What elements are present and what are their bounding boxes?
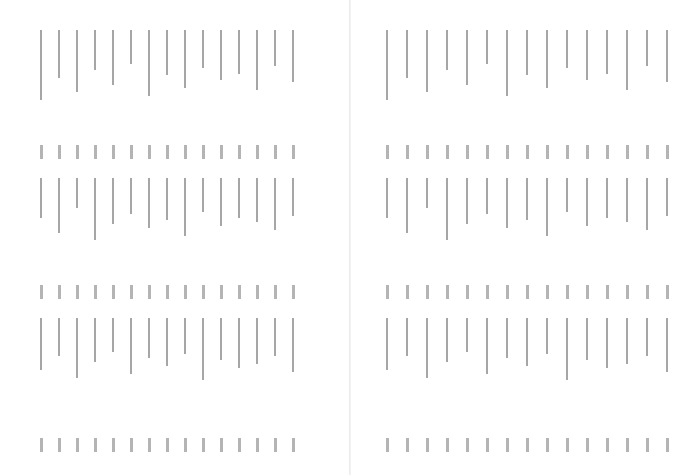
right-entry-stroke bbox=[626, 318, 628, 364]
left-page-number-mark bbox=[292, 285, 295, 299]
right-entry-stroke bbox=[546, 178, 548, 236]
left-entry-stroke bbox=[94, 178, 96, 240]
left-page-number-mark bbox=[112, 285, 115, 299]
left-entry-stroke bbox=[94, 318, 96, 362]
left-page-number-mark bbox=[148, 285, 151, 299]
left-entry-stroke bbox=[40, 30, 42, 100]
left-page-number-mark bbox=[112, 438, 115, 452]
left-entry-stroke bbox=[130, 178, 132, 214]
right-entry-stroke bbox=[486, 178, 488, 214]
left-page bbox=[0, 0, 349, 475]
left-page-number-mark bbox=[256, 285, 259, 299]
right-entry-stroke bbox=[386, 30, 388, 100]
left-entry-stroke bbox=[256, 30, 258, 90]
left-entry-stroke bbox=[256, 318, 258, 364]
left-page-number-mark bbox=[94, 145, 97, 159]
left-entry-stroke bbox=[94, 30, 96, 70]
left-page-number-mark bbox=[76, 285, 79, 299]
right-entry-stroke bbox=[666, 178, 668, 216]
right-page-number-mark bbox=[666, 438, 669, 452]
left-entry-stroke bbox=[58, 178, 60, 233]
right-page-number-mark bbox=[426, 438, 429, 452]
right-entry-stroke bbox=[566, 178, 568, 212]
right-entry-stroke bbox=[546, 30, 548, 88]
left-page-number-mark bbox=[112, 145, 115, 159]
left-entry-stroke bbox=[184, 30, 186, 88]
right-page-number-mark bbox=[386, 438, 389, 452]
right-page-number-mark bbox=[526, 438, 529, 452]
right-entry-stroke bbox=[666, 318, 668, 372]
left-entry-stroke bbox=[166, 30, 168, 75]
right-page-number-mark bbox=[466, 285, 469, 299]
right-page-number-mark bbox=[586, 145, 589, 159]
left-entry-stroke bbox=[112, 318, 114, 352]
right-entry-stroke bbox=[626, 178, 628, 222]
right-page-number-mark bbox=[526, 285, 529, 299]
right-page-number-mark bbox=[546, 145, 549, 159]
right-page-number-mark bbox=[606, 145, 609, 159]
left-page-number-mark bbox=[220, 145, 223, 159]
right-page-number-mark bbox=[406, 145, 409, 159]
left-entry-stroke bbox=[274, 318, 276, 356]
right-page-number-mark bbox=[566, 145, 569, 159]
left-page-number-mark bbox=[202, 285, 205, 299]
right-page-number-mark bbox=[566, 438, 569, 452]
right-page-number-mark bbox=[506, 285, 509, 299]
left-entry-stroke bbox=[220, 30, 222, 80]
right-entry-stroke bbox=[446, 30, 448, 70]
left-page-number-mark bbox=[166, 145, 169, 159]
left-entry-stroke bbox=[58, 318, 60, 356]
right-entry-stroke bbox=[386, 318, 388, 370]
left-page-number-mark bbox=[238, 285, 241, 299]
right-page-number-mark bbox=[646, 285, 649, 299]
left-entry-stroke bbox=[130, 30, 132, 64]
right-entry-stroke bbox=[606, 178, 608, 218]
left-page-number-mark bbox=[58, 145, 61, 159]
left-page-number-mark bbox=[238, 145, 241, 159]
left-page-number-mark bbox=[148, 438, 151, 452]
left-entry-stroke bbox=[220, 318, 222, 360]
left-entry-stroke bbox=[166, 178, 168, 220]
left-entry-stroke bbox=[220, 178, 222, 226]
left-page-number-mark bbox=[274, 145, 277, 159]
right-entry-stroke bbox=[466, 30, 468, 85]
left-entry-stroke bbox=[166, 318, 168, 366]
right-entry-stroke bbox=[566, 30, 568, 68]
right-page-number-mark bbox=[626, 438, 629, 452]
left-entry-stroke bbox=[148, 318, 150, 358]
right-page-number-mark bbox=[666, 145, 669, 159]
right-entry-stroke bbox=[426, 178, 428, 208]
left-page-number-mark bbox=[40, 438, 43, 452]
left-entry-stroke bbox=[76, 178, 78, 208]
left-page-number-mark bbox=[274, 438, 277, 452]
left-page-number-mark bbox=[58, 438, 61, 452]
left-page-number-mark bbox=[130, 285, 133, 299]
right-page-number-mark bbox=[666, 285, 669, 299]
left-entry-stroke bbox=[130, 318, 132, 374]
left-page-number-mark bbox=[166, 438, 169, 452]
left-page-number-mark bbox=[274, 285, 277, 299]
left-entry-stroke bbox=[202, 30, 204, 68]
right-entry-stroke bbox=[446, 318, 448, 362]
left-page-number-mark bbox=[292, 145, 295, 159]
right-entry-stroke bbox=[586, 318, 588, 360]
right-page-number-mark bbox=[626, 145, 629, 159]
right-page-number-mark bbox=[446, 285, 449, 299]
left-entry-stroke bbox=[76, 30, 78, 92]
right-entry-stroke bbox=[506, 30, 508, 96]
right-page-number-mark bbox=[506, 438, 509, 452]
right-page-number-mark bbox=[586, 285, 589, 299]
left-page-number-mark bbox=[76, 438, 79, 452]
right-entry-stroke bbox=[506, 178, 508, 228]
left-entry-stroke bbox=[112, 178, 114, 224]
right-entry-stroke bbox=[606, 318, 608, 368]
right-page-number-mark bbox=[406, 285, 409, 299]
left-entry-stroke bbox=[148, 178, 150, 228]
right-page-number-mark bbox=[606, 438, 609, 452]
left-entry-stroke bbox=[184, 178, 186, 236]
left-entry-stroke bbox=[40, 318, 42, 370]
right-page-number-mark bbox=[466, 145, 469, 159]
left-page-number-mark bbox=[292, 438, 295, 452]
left-entry-stroke bbox=[202, 318, 204, 380]
left-page-number-mark bbox=[58, 285, 61, 299]
left-page-number-mark bbox=[220, 285, 223, 299]
left-entry-stroke bbox=[292, 178, 294, 216]
right-page-number-mark bbox=[386, 145, 389, 159]
right-entry-stroke bbox=[546, 318, 548, 354]
right-entry-stroke bbox=[526, 30, 528, 75]
right-entry-stroke bbox=[606, 30, 608, 74]
left-page-number-mark bbox=[148, 145, 151, 159]
left-entry-stroke bbox=[40, 178, 42, 218]
left-page-number-mark bbox=[130, 438, 133, 452]
left-entry-stroke bbox=[292, 318, 294, 372]
right-page bbox=[351, 0, 700, 475]
left-entry-stroke bbox=[112, 30, 114, 85]
left-page-number-mark bbox=[202, 438, 205, 452]
right-page-number-mark bbox=[566, 285, 569, 299]
right-page-number-mark bbox=[546, 285, 549, 299]
right-entry-stroke bbox=[446, 178, 448, 240]
left-page-number-mark bbox=[202, 145, 205, 159]
left-entry-stroke bbox=[148, 30, 150, 96]
right-entry-stroke bbox=[666, 30, 668, 82]
left-page-number-mark bbox=[94, 438, 97, 452]
right-entry-stroke bbox=[506, 318, 508, 358]
right-page-number-mark bbox=[646, 145, 649, 159]
left-entry-stroke bbox=[58, 30, 60, 78]
right-entry-stroke bbox=[646, 178, 648, 230]
left-entry-stroke bbox=[202, 178, 204, 212]
right-entry-stroke bbox=[486, 30, 488, 64]
right-entry-stroke bbox=[426, 318, 428, 378]
left-page-number-mark bbox=[184, 145, 187, 159]
right-page-number-mark bbox=[606, 285, 609, 299]
left-page-number-mark bbox=[76, 145, 79, 159]
right-entry-stroke bbox=[646, 30, 648, 66]
right-entry-stroke bbox=[626, 30, 628, 90]
left-page-number-mark bbox=[256, 145, 259, 159]
right-page-number-mark bbox=[486, 285, 489, 299]
left-page-number-mark bbox=[130, 145, 133, 159]
right-page-number-mark bbox=[386, 285, 389, 299]
right-page-number-mark bbox=[446, 145, 449, 159]
left-entry-stroke bbox=[238, 318, 240, 368]
right-page-number-mark bbox=[406, 438, 409, 452]
left-entry-stroke bbox=[238, 178, 240, 218]
right-entry-stroke bbox=[526, 318, 528, 366]
right-page-number-mark bbox=[446, 438, 449, 452]
right-page-number-mark bbox=[526, 145, 529, 159]
left-entry-stroke bbox=[256, 178, 258, 222]
right-page-number-mark bbox=[486, 145, 489, 159]
right-entry-stroke bbox=[406, 178, 408, 233]
right-page-number-mark bbox=[586, 438, 589, 452]
right-entry-stroke bbox=[466, 178, 468, 224]
left-entry-stroke bbox=[238, 30, 240, 74]
left-page-number-mark bbox=[40, 285, 43, 299]
right-page-number-mark bbox=[486, 438, 489, 452]
left-page-number-mark bbox=[184, 285, 187, 299]
right-entry-stroke bbox=[386, 178, 388, 218]
left-entry-stroke bbox=[274, 30, 276, 66]
right-entry-stroke bbox=[466, 318, 468, 352]
right-page-number-mark bbox=[626, 285, 629, 299]
left-page-number-mark bbox=[220, 438, 223, 452]
right-entry-stroke bbox=[406, 30, 408, 78]
right-entry-stroke bbox=[586, 178, 588, 226]
left-page-number-mark bbox=[40, 145, 43, 159]
right-entry-stroke bbox=[486, 318, 488, 374]
left-entry-stroke bbox=[274, 178, 276, 230]
right-entry-stroke bbox=[426, 30, 428, 92]
right-entry-stroke bbox=[586, 30, 588, 80]
right-page-number-mark bbox=[426, 285, 429, 299]
left-entry-stroke bbox=[184, 318, 186, 354]
right-entry-stroke bbox=[526, 178, 528, 220]
left-page-number-mark bbox=[184, 438, 187, 452]
left-page-number-mark bbox=[256, 438, 259, 452]
right-page-number-mark bbox=[546, 438, 549, 452]
right-entry-stroke bbox=[406, 318, 408, 356]
right-page-number-mark bbox=[466, 438, 469, 452]
left-entry-stroke bbox=[292, 30, 294, 82]
right-page-number-mark bbox=[506, 145, 509, 159]
left-page-number-mark bbox=[166, 285, 169, 299]
right-page-number-mark bbox=[426, 145, 429, 159]
right-entry-stroke bbox=[646, 318, 648, 356]
left-entry-stroke bbox=[76, 318, 78, 378]
left-page-number-mark bbox=[94, 285, 97, 299]
right-entry-stroke bbox=[566, 318, 568, 380]
right-page-number-mark bbox=[646, 438, 649, 452]
left-page-number-mark bbox=[238, 438, 241, 452]
